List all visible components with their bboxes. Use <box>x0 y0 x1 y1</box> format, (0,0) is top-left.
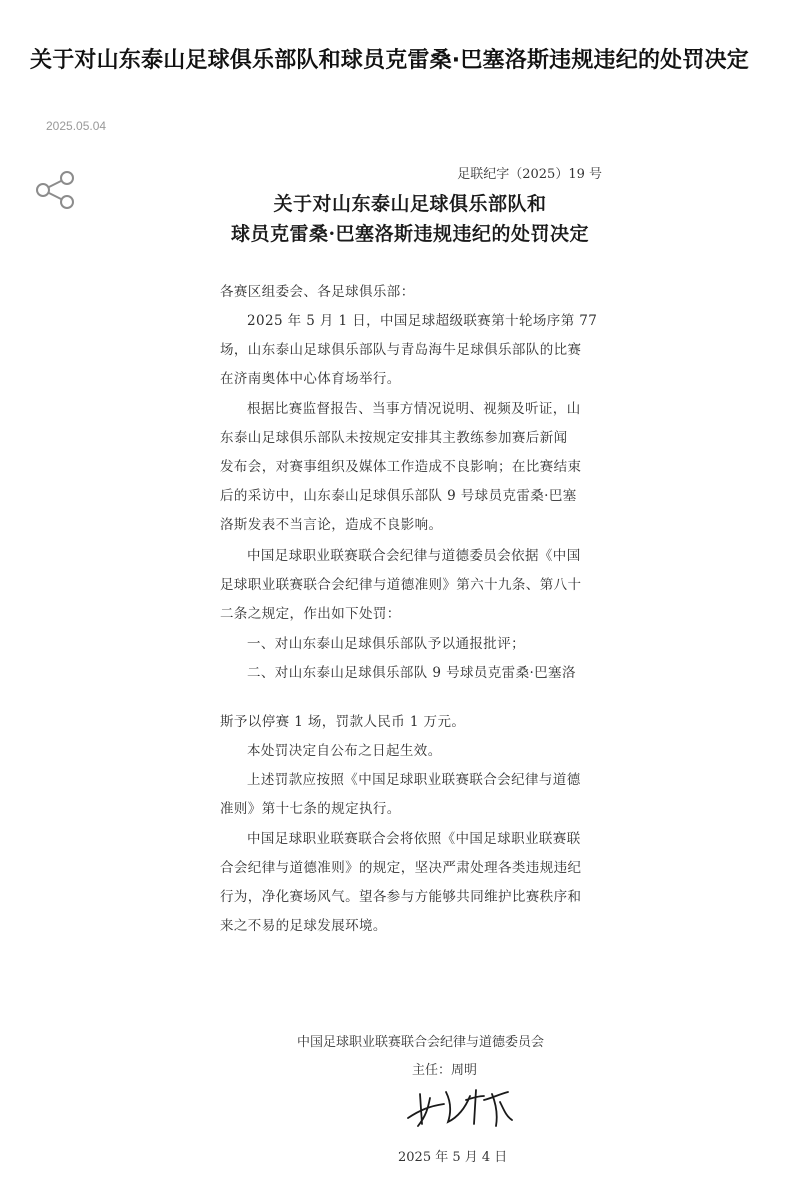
page-title: 关于对山东泰山足球俱乐部队和球员克雷桑·巴塞洛斯违规违纪的处罚决定 <box>30 47 749 73</box>
document-number: 足联纪字（2025）19 号 <box>457 167 602 182</box>
body-line: 足球职业联赛联合会纪律与道德准则》第六十九条、第八十 <box>220 577 582 593</box>
publish-date: 2025.05.04 <box>46 119 107 133</box>
signature-organization: 中国足球职业联赛联合会纪律与道德委员会 <box>297 1035 545 1050</box>
body-line: 东泰山足球俱乐部队未按规定安排其主教练参加赛后新闻 <box>220 430 568 446</box>
body-line: 合会纪律与道德准则》的规定，坚决严肃处理各类违规违纪 <box>220 860 582 876</box>
penalty-item: 一、对山东泰山足球俱乐部队予以通报批评； <box>247 636 525 652</box>
body-line: 发布会，对赛事组织及媒体工作造成不良影响；在比赛结束 <box>220 459 582 475</box>
document-heading-line2: 球员克雷桑·巴塞洛斯违规违纪的处罚决定 <box>230 223 590 245</box>
handwritten-signature <box>400 1080 520 1130</box>
body-line: 场，山东泰山足球俱乐部队与青岛海牛足球俱乐部队的比赛 <box>220 342 582 358</box>
signature-date: 2025 年 5 月 4 日 <box>398 1150 508 1165</box>
body-line: 2025 年 5 月 1 日，中国足球超级联赛第十轮场序第 77 <box>247 313 598 329</box>
body-line: 中国足球职业联赛联合会将依照《中国足球职业联赛联 <box>247 831 581 847</box>
body-line: 中国足球职业联赛联合会纪律与道德委员会依据《中国 <box>247 548 581 564</box>
body-line: 洛斯发表不当言论，造成不良影响。 <box>220 517 443 533</box>
body-line: 准则》第十七条的规定执行。 <box>220 801 401 817</box>
body-line: 根据比赛监督报告、当事方情况说明、视频及听证，山 <box>247 401 581 417</box>
body-line: 上述罚款应按照《中国足球职业联赛联合会纪律与道德 <box>247 772 581 788</box>
body-line: 来之不易的足球发展环境。 <box>220 918 387 934</box>
body-line: 在济南奥体中心体育场举行。 <box>220 371 401 387</box>
signature-chair: 主任：周明 <box>412 1063 478 1078</box>
salutation: 各赛区组委会、各足球俱乐部： <box>220 284 415 300</box>
penalty-item: 二、对山东泰山足球俱乐部队 9 号球员克雷桑·巴塞洛 <box>247 665 576 681</box>
body-line: 斯予以停赛 1 场，罚款人民币 1 万元。 <box>220 714 466 730</box>
body-line: 本处罚决定自公布之日起生效。 <box>247 743 442 759</box>
document-heading-line1: 关于对山东泰山足球俱乐部队和 <box>273 193 547 215</box>
body-line: 二条之规定，作出如下处罚： <box>220 606 401 622</box>
body-line: 行为，净化赛场风气。望各参与方能够共同维护比赛秩序和 <box>220 889 582 905</box>
body-line: 后的采访中，山东泰山足球俱乐部队 9 号球员克雷桑·巴塞 <box>220 488 577 504</box>
